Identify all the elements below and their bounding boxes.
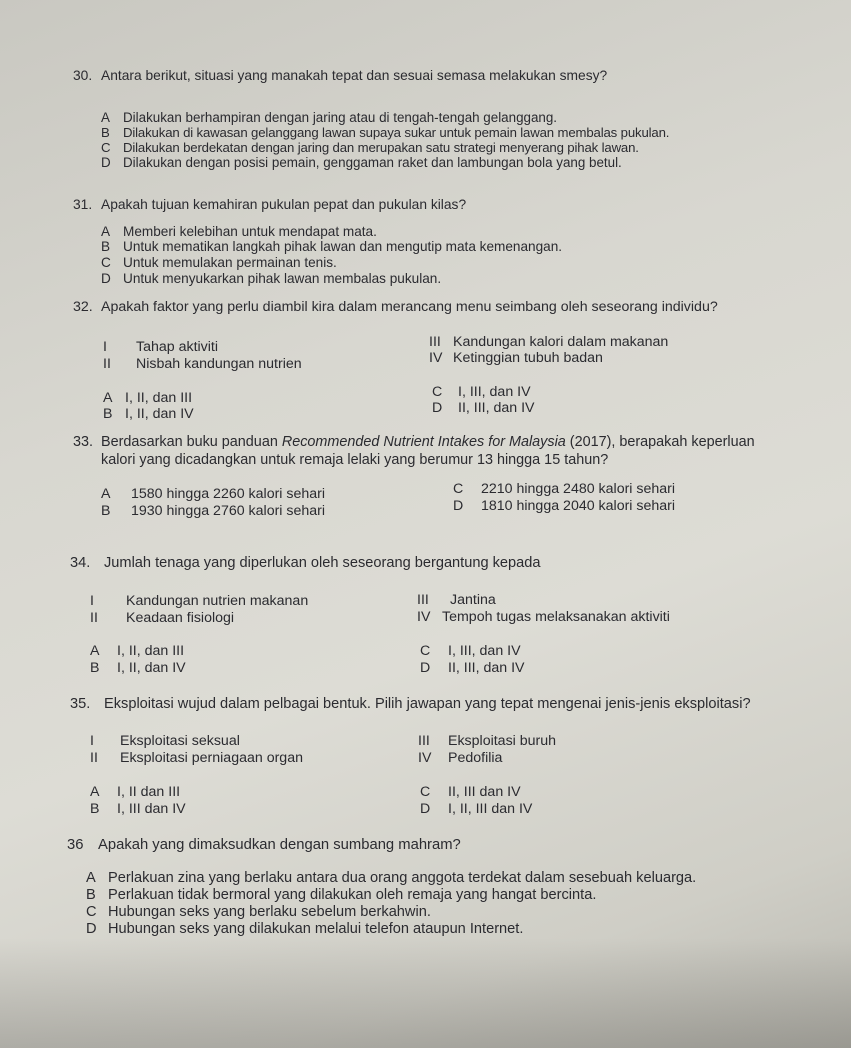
- item-numeral: III: [418, 733, 430, 749]
- option-letter: C: [101, 140, 111, 155]
- q34-item-3: [417, 592, 496, 608]
- q32-option-c[interactable]: [432, 384, 531, 400]
- q36-option-a[interactable]: [86, 870, 696, 886]
- q31-option-c[interactable]: [101, 255, 337, 271]
- option-text: Dilakukan dengan posisi pemain, genggaman raket dan lambungan bola yang betul.: [123, 155, 622, 170]
- q35-option-b[interactable]: [90, 801, 186, 817]
- option-letter: C: [420, 784, 431, 800]
- q31-option-a[interactable]: [101, 224, 377, 240]
- q30-option-c[interactable]: [101, 140, 639, 156]
- q34-option-c[interactable]: [420, 643, 521, 659]
- question-text-part1: Berdasarkan buku panduan: [101, 434, 282, 450]
- item-text: Kandungan kalori dalam makanan: [453, 334, 669, 350]
- option-letter: C: [420, 643, 431, 659]
- question-text: Jumlah tenaga yang diperlukan oleh seseorang bergantung kepada: [104, 555, 541, 571]
- question-number: 31.: [73, 197, 93, 212]
- q34-item-4: [417, 609, 670, 625]
- question-30-stem: [73, 66, 607, 85]
- question-text: Antara berikut, situasi yang manakah tepat dan sesuai semasa melakukan smesy?: [101, 68, 608, 83]
- option-letter: B: [86, 887, 96, 903]
- question-text-part3: kalori yang dicadangkan untuk remaja lelaki yang berumur 13 hingga 15 tahun?: [101, 452, 609, 468]
- option-letter: B: [103, 406, 113, 422]
- item-text: Eksploitasi seksual: [120, 733, 240, 749]
- question-33-stem-line2: [101, 451, 608, 470]
- q34-item-1: [90, 593, 308, 609]
- q32-item-2: [103, 356, 302, 372]
- option-text: Hubungan seks yang dilakukan melalui telefon ataupun Internet.: [108, 921, 524, 937]
- option-text: I, II, dan IV: [125, 406, 194, 422]
- option-text: I, II, dan III: [125, 390, 193, 406]
- option-letter: B: [101, 503, 111, 519]
- q36-option-d[interactable]: [86, 921, 523, 937]
- option-letter: B: [101, 125, 110, 140]
- option-letter: D: [453, 498, 464, 514]
- option-letter: A: [86, 870, 96, 886]
- option-text: I, III, dan IV: [458, 384, 531, 400]
- q32-option-b[interactable]: [103, 406, 194, 422]
- option-text: I, II, dan IV: [117, 660, 186, 676]
- question-number: 34.: [70, 555, 91, 571]
- option-text: Perlakuan tidak bermoral yang dilakukan oleh remaja yang hangat bercinta.: [108, 887, 597, 903]
- q35-item-2: [90, 750, 303, 766]
- q31-option-b[interactable]: [101, 239, 562, 255]
- option-text: II, III, dan IV: [458, 400, 535, 416]
- option-letter: A: [101, 110, 110, 125]
- option-text: 1810 hingga 2040 kalori sehari: [481, 498, 676, 514]
- item-numeral: III: [429, 334, 441, 350]
- option-text: Dilakukan di kawasan gelanggang lawan supaya sukar untuk pemain lawan membalas pukulan.: [123, 125, 670, 140]
- q32-item-3: [429, 334, 668, 350]
- q34-item-2: [90, 610, 234, 626]
- item-numeral: II: [90, 610, 98, 626]
- item-text: Pedofilia: [448, 750, 503, 766]
- item-text: Nisbah kandungan nutrien: [136, 356, 302, 372]
- item-numeral: II: [103, 356, 111, 372]
- option-text: I, III, dan IV: [448, 643, 521, 659]
- question-35-stem: [70, 695, 751, 714]
- q30-option-a[interactable]: [101, 110, 557, 126]
- item-numeral: I: [103, 339, 107, 355]
- option-text: Hubungan seks yang berlaku sebelum berkahwin.: [108, 904, 431, 920]
- item-numeral: II: [90, 750, 98, 766]
- item-text: Ketinggian tubuh badan: [453, 350, 603, 366]
- item-numeral: I: [90, 593, 94, 609]
- item-text: Jantina: [450, 592, 496, 608]
- option-letter: A: [90, 643, 100, 659]
- q32-option-a[interactable]: [103, 390, 192, 406]
- item-numeral: IV: [417, 609, 431, 625]
- question-32-stem: [73, 298, 718, 317]
- option-text: 1930 hingga 2760 kalori sehari: [131, 503, 326, 519]
- option-letter: B: [101, 239, 111, 254]
- q35-option-d[interactable]: [420, 801, 532, 817]
- question-34-stem: [70, 554, 541, 573]
- q33-option-b[interactable]: [101, 503, 325, 519]
- option-letter: D: [432, 400, 443, 416]
- question-number: 30.: [73, 68, 93, 83]
- option-text: I, II, III dan IV: [448, 801, 533, 817]
- option-letter: D: [86, 921, 97, 937]
- q34-option-d[interactable]: [420, 660, 525, 676]
- option-text: 2210 hingga 2480 kalori sehari: [481, 481, 676, 497]
- q32-item-4: [429, 350, 603, 366]
- option-letter: A: [90, 784, 100, 800]
- question-text: Apakah faktor yang perlu diambil kira dalam merancang menu seimbang oleh seseorang individu?: [101, 299, 718, 315]
- option-letter: A: [101, 486, 111, 502]
- question-31-stem: [73, 195, 466, 214]
- option-text: II, III dan IV: [448, 784, 521, 800]
- option-text: Dilakukan berhampiran dengan jaring atau di tengah-tengah gelanggang.: [123, 110, 558, 125]
- option-text: Memberi kelebihan untuk mendapat mata.: [123, 224, 377, 239]
- option-letter: B: [90, 801, 100, 817]
- option-letter: D: [101, 271, 111, 286]
- option-text: 1580 hingga 2260 kalori sehari: [131, 486, 326, 502]
- item-numeral: I: [90, 733, 94, 749]
- option-letter: C: [101, 255, 111, 270]
- photo-shadow: [0, 938, 851, 1048]
- q36-option-c[interactable]: [86, 904, 431, 920]
- q30-option-d[interactable]: [101, 155, 622, 171]
- item-numeral: III: [417, 592, 429, 608]
- q35-option-a[interactable]: [90, 784, 180, 800]
- option-letter: A: [103, 390, 113, 406]
- option-text: I, III dan IV: [117, 801, 186, 817]
- q33-option-a[interactable]: [101, 486, 325, 502]
- option-text: Dilakukan berdekatan dengan jaring dan merupakan satu strategi menyerang pihak lawan.: [123, 140, 639, 155]
- item-text: Eksploitasi perniagaan organ: [120, 750, 303, 766]
- option-text: I, II, dan III: [117, 643, 185, 659]
- item-text: Tempoh tugas melaksanakan aktiviti: [442, 609, 670, 625]
- option-letter: D: [420, 801, 431, 817]
- q35-item-4: [418, 750, 502, 766]
- q36-option-b[interactable]: [86, 887, 596, 903]
- option-letter: D: [420, 660, 431, 676]
- option-letter: C: [453, 481, 464, 497]
- item-text: Eksploitasi buruh: [448, 733, 557, 749]
- q30-option-b[interactable]: [101, 125, 669, 141]
- item-text: Keadaan fisiologi: [126, 610, 235, 626]
- option-letter: A: [101, 224, 111, 239]
- question-text: Apakah yang dimaksudkan dengan sumbang mahram?: [98, 837, 461, 853]
- item-numeral: IV: [429, 350, 443, 366]
- q33-option-d[interactable]: [453, 498, 675, 514]
- q31-option-d[interactable]: [101, 271, 441, 287]
- question-33-stem: [73, 433, 755, 452]
- question-number: 35.: [70, 696, 91, 712]
- q34-option-b[interactable]: [90, 660, 186, 676]
- question-text-part2: (2017), berapakah keperluan: [565, 434, 755, 450]
- option-text: II, III, dan IV: [448, 660, 525, 676]
- item-numeral: IV: [418, 750, 432, 766]
- q35-item-1: [90, 733, 240, 749]
- q34-option-a[interactable]: [90, 643, 184, 659]
- option-text: Untuk memulakan permainan tenis.: [123, 255, 337, 270]
- option-letter: C: [432, 384, 443, 400]
- option-text: I, II dan III: [117, 784, 181, 800]
- q32-item-1: [103, 339, 218, 355]
- q33-option-c[interactable]: [453, 481, 675, 497]
- question-text: Apakah tujuan kemahiran pukulan pepat dan pukulan kilas?: [101, 197, 467, 212]
- book-title: Recommended Nutrient Intakes for Malaysia: [281, 434, 566, 450]
- option-letter: B: [90, 660, 100, 676]
- option-text: Perlakuan zina yang berlaku antara dua orang anggota terdekat dalam sesebuah keluarga.: [108, 870, 697, 886]
- option-letter: C: [86, 904, 97, 920]
- question-text: Eksploitasi wujud dalam pelbagai bentuk. Pilih jawapan yang tepat mengenai jenis-jenis eksploitasi?: [104, 696, 751, 712]
- item-text: Kandungan nutrien makanan: [126, 593, 309, 609]
- option-text: Untuk mematikan langkah pihak lawan dan mengutip mata kemenangan.: [123, 239, 563, 254]
- question-number: 32.: [73, 299, 93, 315]
- item-text: Tahap aktiviti: [136, 339, 219, 355]
- q32-option-d[interactable]: [432, 400, 535, 416]
- question-number: 33.: [73, 434, 94, 450]
- question-number: 36: [67, 837, 84, 853]
- question-36-stem: [67, 836, 461, 855]
- option-letter: D: [101, 155, 111, 170]
- q35-option-c[interactable]: [420, 784, 521, 800]
- option-text: Untuk menyukarkan pihak lawan membalas pukulan.: [123, 271, 442, 286]
- q35-item-3: [418, 733, 556, 749]
